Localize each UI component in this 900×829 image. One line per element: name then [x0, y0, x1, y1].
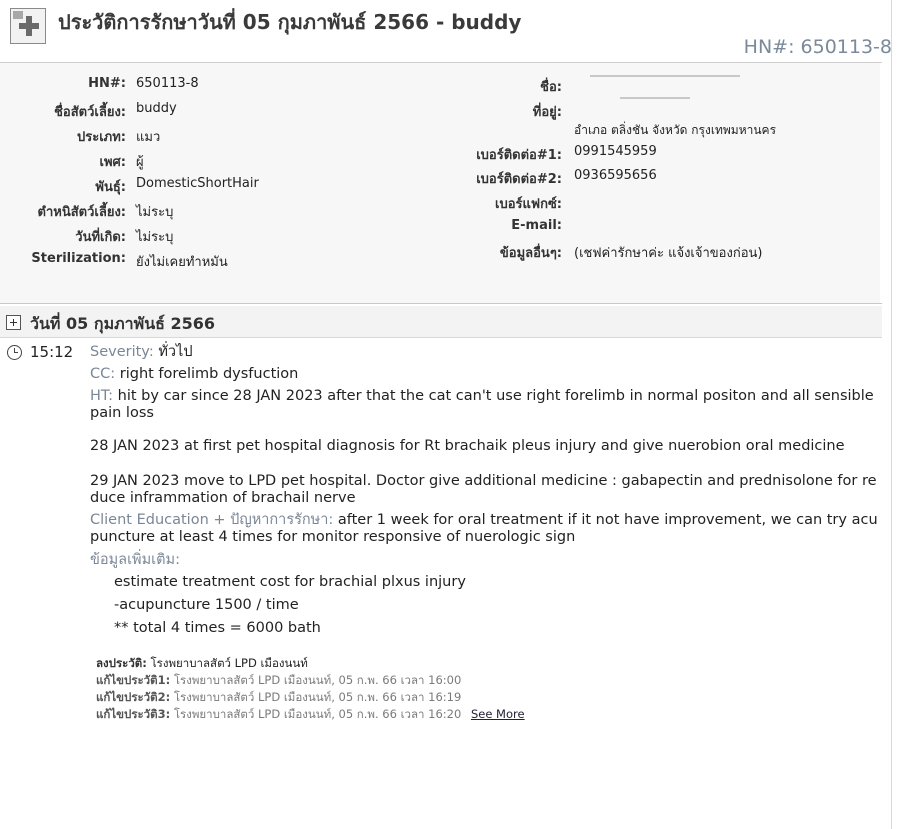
edit-log-text: โรงพยาบาลสัตว์ LPD เมืองนนท์, 05 ก.พ. 66 เวลา 16:19 — [173, 690, 462, 704]
phone2-label: เบอร์ติดต่อ#2: — [476, 172, 562, 187]
sterilization-row — [8, 251, 408, 271]
pet-name-value: buddy — [136, 101, 177, 116]
phone2-value: 0936595656 — [574, 168, 657, 183]
pet-owner-info-panel — [0, 63, 880, 303]
pet-defect-value: ไม่ระบุ — [136, 205, 174, 220]
pet-sex-value: ผู้ — [136, 155, 144, 170]
pet-sex-row — [8, 151, 408, 171]
ht-paragraph — [90, 388, 880, 422]
sterilization-value: ยังไม่เคยทำหมัน — [136, 255, 228, 270]
pet-name-row — [8, 101, 408, 121]
cc-line — [90, 366, 880, 383]
phone1-label: เบอร์ติดต่อ#1: — [476, 148, 562, 163]
fax-row — [450, 193, 880, 213]
edit-log-text: โรงพยาบาลสัตว์ LPD เมืองนนท์, 05 ก.พ. 66 เวลา 16:20 — [173, 707, 462, 721]
visit-header[interactable] — [0, 306, 882, 338]
edit-log-line — [96, 689, 461, 707]
additional-info-line: -acupuncture 1500 / time — [114, 597, 299, 613]
pet-type-row — [8, 126, 408, 146]
pet-birth-label: วันที่เกิด: — [75, 230, 126, 245]
owner-name-label: ชื่อ: — [540, 80, 562, 95]
cc-value: right forelimb dysfuction — [119, 366, 299, 382]
pet-name-label: ชื่อสัตว์เลี้ยง: — [54, 105, 126, 120]
pet-birth-value: ไม่ระบุ — [136, 230, 174, 245]
severity-value: ทั่วไป — [158, 344, 193, 360]
client-education-label: Client Education + ปัญหาการรักษา: — [90, 512, 334, 528]
ht-label: HT: — [90, 388, 114, 404]
client-education-value: after 1 week for oral treatment if it not have improvement, we can try acupuncture at least 4 times for monitor responsive of nuerologic sign — [90, 512, 878, 545]
owner-address-line: อำเภอ ตลิ่งชัน จังหวัด กรุงเทพมหานคร — [574, 123, 777, 137]
recorded-by-label: ลงประวัติ: — [96, 656, 147, 670]
owner-address-row — [450, 101, 880, 121]
history-note-1: 28 JAN 2023 at first pet hospital diagnosis for Rt brachaik pleus injury and give nuerobion oral medicine — [90, 438, 845, 454]
edit-log-label: แก้ไขประวัติ1: — [96, 673, 171, 687]
sterilization-label: Sterilization: — [31, 251, 126, 266]
edit-log-text: โรงพยาบาลสัตว์ LPD เมืองนนท์, 05 ก.พ. 66 เวลา 16:00 — [173, 673, 462, 687]
visit-date: วันที่ 05 กุมภาพันธ์ 2566 — [30, 314, 215, 333]
see-more-link[interactable]: See More — [470, 707, 525, 721]
hn-label: HN#: — [88, 76, 126, 91]
hn-row — [8, 76, 408, 96]
pet-type-value: แมว — [136, 130, 161, 145]
other-info-label: ข้อมูลอื่นๆ: — [499, 246, 562, 261]
hn-value: 650113-8 — [136, 76, 199, 91]
pet-defect-label: ตำหนิสัตว์เลี้ยง: — [37, 205, 126, 220]
history-note-2: 29 JAN 2023 move to LPD pet hospital. Doctor give additional medicine : gabapectin and prednisolone for reduce inframmation of brachail nerve — [90, 473, 877, 506]
other-info-value: (เชฟค่ารักษาค่ะ แจ้งเจ้าของก่อน) — [574, 246, 763, 261]
edit-log-label: แก้ไขประวัติ3: — [96, 707, 171, 721]
owner-address-label: ที่อยู่: — [532, 105, 562, 120]
email-label: E-mail: — [511, 218, 562, 233]
cc-label: CC: — [90, 366, 116, 382]
other-info-row — [450, 242, 880, 262]
pet-defect-row — [8, 201, 408, 221]
page-right-border — [891, 0, 892, 829]
visit-divider — [0, 303, 882, 304]
pet-birth-row — [8, 226, 408, 246]
redacted-owner-name — [590, 75, 740, 77]
additional-info-label: ข้อมูลเพิ่มเติม: — [90, 552, 180, 568]
severity-label: Severity: — [90, 344, 154, 360]
visit-time: 15:12 — [30, 343, 74, 361]
clock-icon — [7, 345, 22, 360]
ht-value: hit by car since 28 JAN 2023 after that the cat can't use right forelimb in normal positon and all sensible pain loss — [90, 388, 874, 421]
additional-info-line: estimate treatment cost for brachial plxus injury — [114, 574, 466, 590]
page-title: ประวัติการรักษาวันที่ 05 กุมภาพันธ์ 2566 - buddy — [58, 10, 522, 34]
phone2-row — [450, 168, 880, 188]
edit-log-line — [96, 672, 461, 690]
additional-info-heading — [90, 552, 880, 569]
hn-display: HN#: 650113-8 — [743, 36, 892, 58]
phone1-value: 0991545959 — [574, 144, 657, 159]
phone1-row — [450, 144, 880, 164]
expand-plus-icon[interactable] — [6, 315, 21, 330]
owner-name-row — [450, 76, 880, 96]
additional-info-line: ** total 4 times = 6000 bath — [114, 620, 321, 636]
pet-breed-row — [8, 176, 408, 196]
edit-log-line — [96, 706, 525, 724]
client-education-paragraph — [90, 512, 880, 546]
redacted-owner-address — [620, 97, 690, 99]
severity-line — [90, 344, 880, 361]
recorded-by-value: โรงพยาบาลสัตว์ LPD เมืองนนท์ — [150, 656, 308, 670]
medical-record-icon — [10, 8, 46, 44]
pet-sex-label: เพศ: — [99, 155, 126, 170]
fax-label: เบอร์แฟกซ์: — [495, 197, 562, 212]
pet-breed-label: พันธุ์: — [95, 180, 126, 195]
pet-breed-value: DomesticShortHair — [136, 176, 259, 191]
recorded-by-line — [96, 655, 308, 673]
edit-log-label: แก้ไขประวัติ2: — [96, 690, 171, 704]
pet-type-label: ประเภท: — [77, 130, 126, 145]
email-row — [450, 218, 880, 238]
